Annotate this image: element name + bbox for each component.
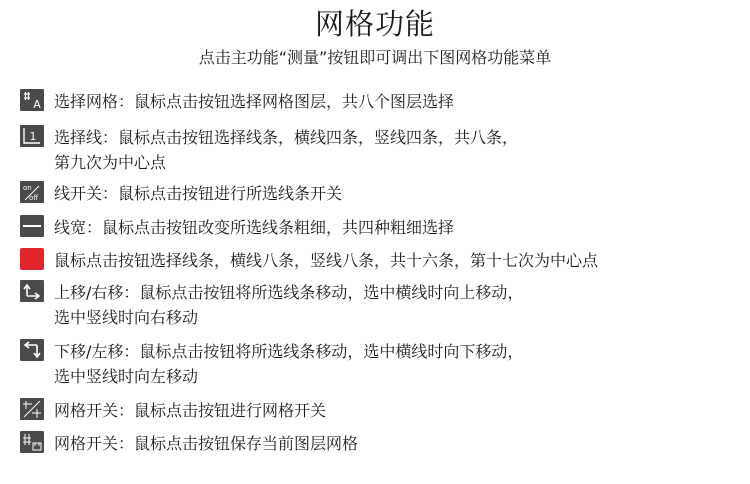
item-text: 选择网格：鼠标点击按钮选择网格图层，共八个图层选择	[54, 92, 455, 111]
svg-text:1: 1	[29, 130, 37, 143]
grid-select-icon	[20, 89, 44, 111]
item-text: 线开关：鼠标点击按钮进行所选线条开关	[54, 184, 343, 203]
on-off-icon	[20, 181, 44, 203]
line-width-icon	[20, 215, 44, 237]
item-text: 网格开关：鼠标点击按钮进行网格开关	[54, 401, 327, 420]
svg-text:on: on	[23, 184, 32, 192]
grid-save-icon	[20, 431, 44, 453]
page-title: 网格功能	[314, 7, 435, 41]
item-text: 鼠标点击按钮选择线条，横线八条，竖线八条，共十六条，第十七次为中心点	[54, 251, 599, 270]
svg-text:A: A	[33, 98, 41, 111]
svg-text:off: off	[29, 194, 39, 202]
item-text: 选择线：鼠标点击按钮选择线条，横线四条，竖线四条，共八条， 第九次为中心点	[54, 128, 519, 172]
move-up-right-icon	[20, 280, 44, 302]
item-text: 上移/右移：鼠标点击按钮将所选线条移动，选中横线时向上移动， 选中竖线时向右移动	[54, 283, 524, 327]
item-text: 下移/左移：鼠标点击按钮将所选线条移动，选中横线时向下移动， 选中竖线时向左移动	[54, 342, 524, 386]
line-select-icon	[20, 125, 44, 147]
item-text: 线宽：鼠标点击按钮改变所选线条粗细，共四种粗细选择	[54, 218, 455, 237]
move-down-left-icon	[20, 339, 44, 361]
red-square-icon	[20, 248, 44, 270]
item-text: 网格开关：鼠标点击按钮保存当前图层网格	[54, 434, 359, 453]
grid-toggle-icon	[20, 398, 44, 420]
page-subtitle: 点击主功能“测量”按钮即可调出下图网格功能菜单	[198, 48, 552, 67]
